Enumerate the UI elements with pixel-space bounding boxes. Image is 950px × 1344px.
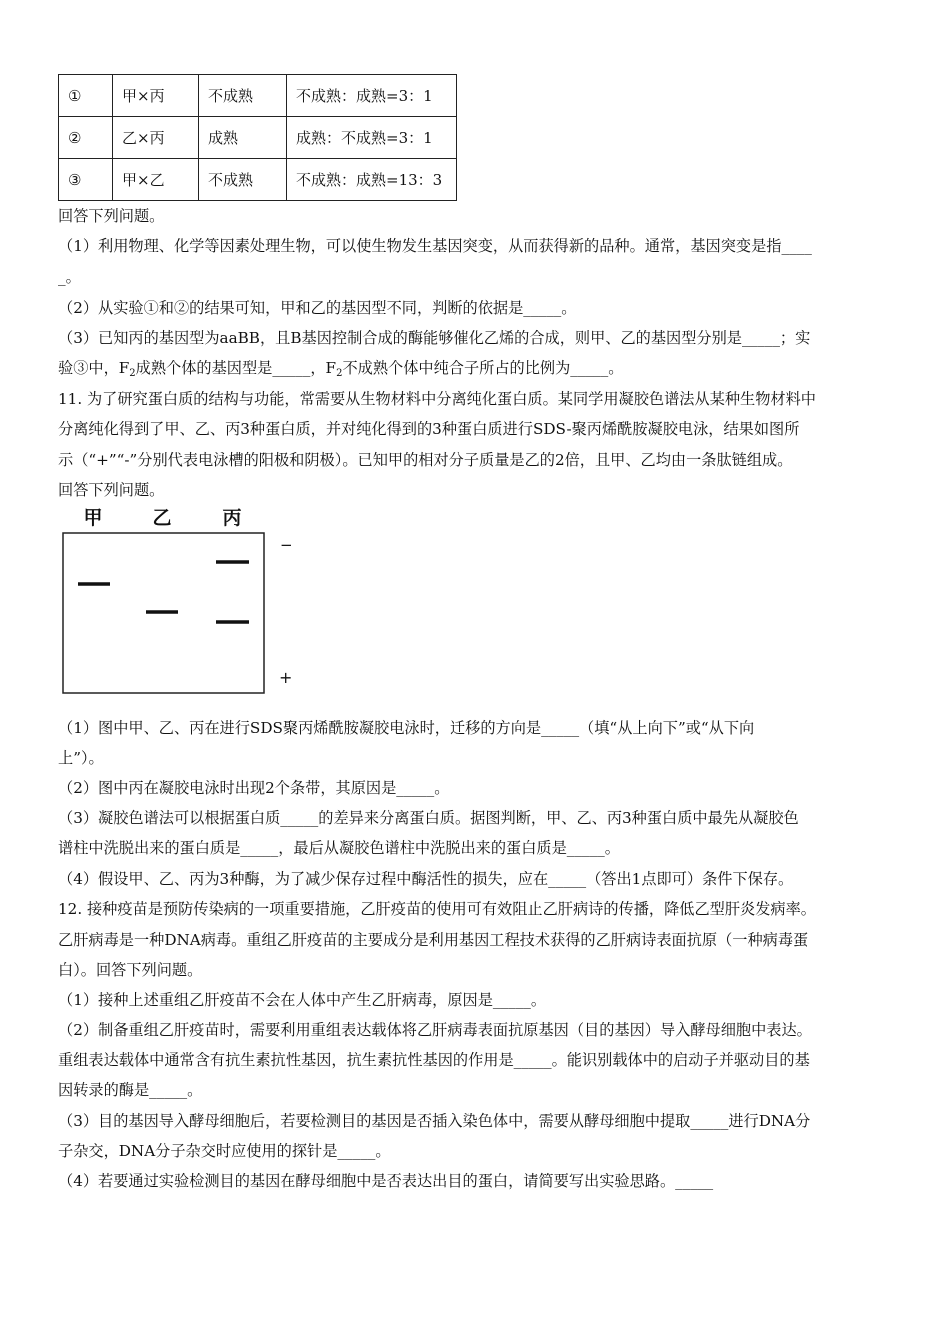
q10-p3b-pre: 验③中，F	[58, 359, 130, 377]
q11-stem-line2: 分离纯化得到了甲、乙、丙3种蛋白质，并对纯化得到的3种蛋白质进行SDS-聚丙烯酰胺凝胶电泳，结果如图所	[58, 420, 800, 438]
subscript-2: 2	[336, 368, 343, 379]
q12-part2-line2: 重组表达载体中通常含有抗生素抗性基因，抗生素抗性基因的作用是_____。能识别载体中的启动子并驱动目的基	[58, 1051, 810, 1069]
q12-part3-line2: 子杂交，DNA分子杂交时应使用的探针是_____。	[58, 1142, 391, 1160]
subscript-2: 2	[129, 368, 136, 379]
lane-label-bing: 丙	[222, 507, 242, 529]
q12-stem-line1: 12. 接种疫苗是预防传染病的一项重要措施，乙肝疫苗的使用可有效阻止乙肝病诗的传播，降低乙型肝炎发病率。	[58, 900, 816, 918]
q12-stem-line3: 白）。回答下列问题。	[58, 961, 203, 979]
anode-label: +	[279, 668, 293, 687]
lane-label-jia: 甲	[83, 507, 103, 529]
f2-phenotype-ratio: 不成熟：成熟=3：1	[287, 75, 457, 117]
cross-combination: 甲×丙	[113, 75, 199, 117]
experiment-number: ②	[59, 117, 113, 159]
f2-phenotype-ratio: 不成熟：成熟=13：3	[287, 159, 457, 201]
q10-part1-line1: （1）利用物理、化学等因素处理生物，可以使生物发生基因突变，从而获得新的品种。通常，基因突变是指____	[58, 237, 812, 255]
q12-part2-line3: 因转录的酶是_____。	[58, 1081, 203, 1099]
q11-stem-line1: 11. 为了研究蛋白质的结构与功能，常需要从生物材料中分离纯化蛋白质。某同学用凝胶色谱法从某种生物材料中	[58, 390, 816, 408]
q12-part2-line1: （2）制备重组乙肝疫苗时，需要利用重组表达载体将乙肝病毒表面抗原基因（目的基因）导入酵母细胞中表达。	[58, 1021, 812, 1039]
q12-part1: （1）接种上述重组乙肝疫苗不会在人体中产生乙肝病毒，原因是_____。	[58, 991, 547, 1009]
f1-phenotype: 不成熟	[199, 159, 287, 201]
q11-stem-line4: 回答下列问题。	[58, 481, 165, 499]
q11-stem-line3: 示（“+”“-”分别代表电泳槽的阳极和阴极）。已知甲的相对分子质量是乙的2倍，且甲、乙均由一条肽链组成。	[58, 451, 793, 469]
q12-part3-line1: （3）目的基因导入酵母细胞后，若要检测目的基因是否插入染色体中，需要从酵母细胞中提取_____进行DNA分	[58, 1112, 811, 1130]
cross-combination: 甲×乙	[113, 159, 199, 201]
q12-part4: （4）若要通过实验检测目的基因在酵母细胞中是否表达出目的蛋白，请简要写出实验思路。_____	[58, 1172, 714, 1190]
cross-combination: 乙×丙	[113, 117, 199, 159]
table-row	[59, 75, 457, 117]
q12-stem-line2: 乙肝病毒是一种DNA病毒。重组乙肝疫苗的主要成分是利用基因工程技术获得的乙肝病诗表面抗原（一种病毒蛋	[58, 931, 809, 949]
table-row	[59, 159, 457, 201]
q11-part1-line2: 上”）。	[58, 749, 104, 767]
q10-p3b-post: 不成熟个体中纯合子所占的比例为_____。	[342, 359, 624, 377]
experiment-number: ①	[59, 75, 113, 117]
q11-part3-line1: （3）凝胶色谱法可以根据蛋白质_____的差异来分离蛋白质。据图判断，甲、乙、丙3种蛋白质中最先从凝胶色	[58, 809, 799, 827]
f2-phenotype-ratio: 成熟：不成熟=3：1	[287, 117, 457, 159]
q11-part3-line2: 谱柱中洗脱出来的蛋白质是_____，最后从凝胶色谱柱中洗脱出来的蛋白质是_____。	[58, 839, 620, 857]
q11-part4: （4）假设甲、乙、丙为3种酶，为了减少保存过程中酶活性的损失，应在_____（答出1点即可）条件下保存。	[58, 870, 794, 888]
f1-phenotype: 不成熟	[199, 75, 287, 117]
lane-label-yi: 乙	[152, 507, 172, 529]
q10-part2: （2）从实验①和②的结果可知，甲和乙的基因型不同，判断的依据是_____。	[58, 299, 577, 317]
q10-part3-line2	[58, 357, 623, 379]
f1-phenotype: 成熟	[199, 117, 287, 159]
electrophoresis-gel-figure	[58, 500, 308, 698]
experiment-number: ③	[59, 159, 113, 201]
q10-part3-line1: （3）已知丙的基因型为aaBB，且B基因控制合成的酶能够催化乙烯的合成，则甲、乙的基因型分别是_____；实	[58, 329, 811, 347]
table-row	[59, 117, 457, 159]
q10-part1-line2: _。	[58, 268, 81, 286]
q10-intro: 回答下列问题。	[58, 207, 165, 225]
cathode-label: −	[280, 536, 293, 554]
q11-part1-line1: （1）图中甲、乙、丙在进行SDS聚丙烯酰胺凝胶电泳时，迁移的方向是_____（填“从上向下”或“从下向	[58, 719, 755, 737]
cross-results-table	[58, 74, 457, 201]
q10-p3b-mid: 成熟个体的基因型是_____，F	[135, 359, 337, 377]
q11-part2: （2）图中丙在凝胶电泳时出现2个条带，其原因是_____。	[58, 779, 450, 797]
